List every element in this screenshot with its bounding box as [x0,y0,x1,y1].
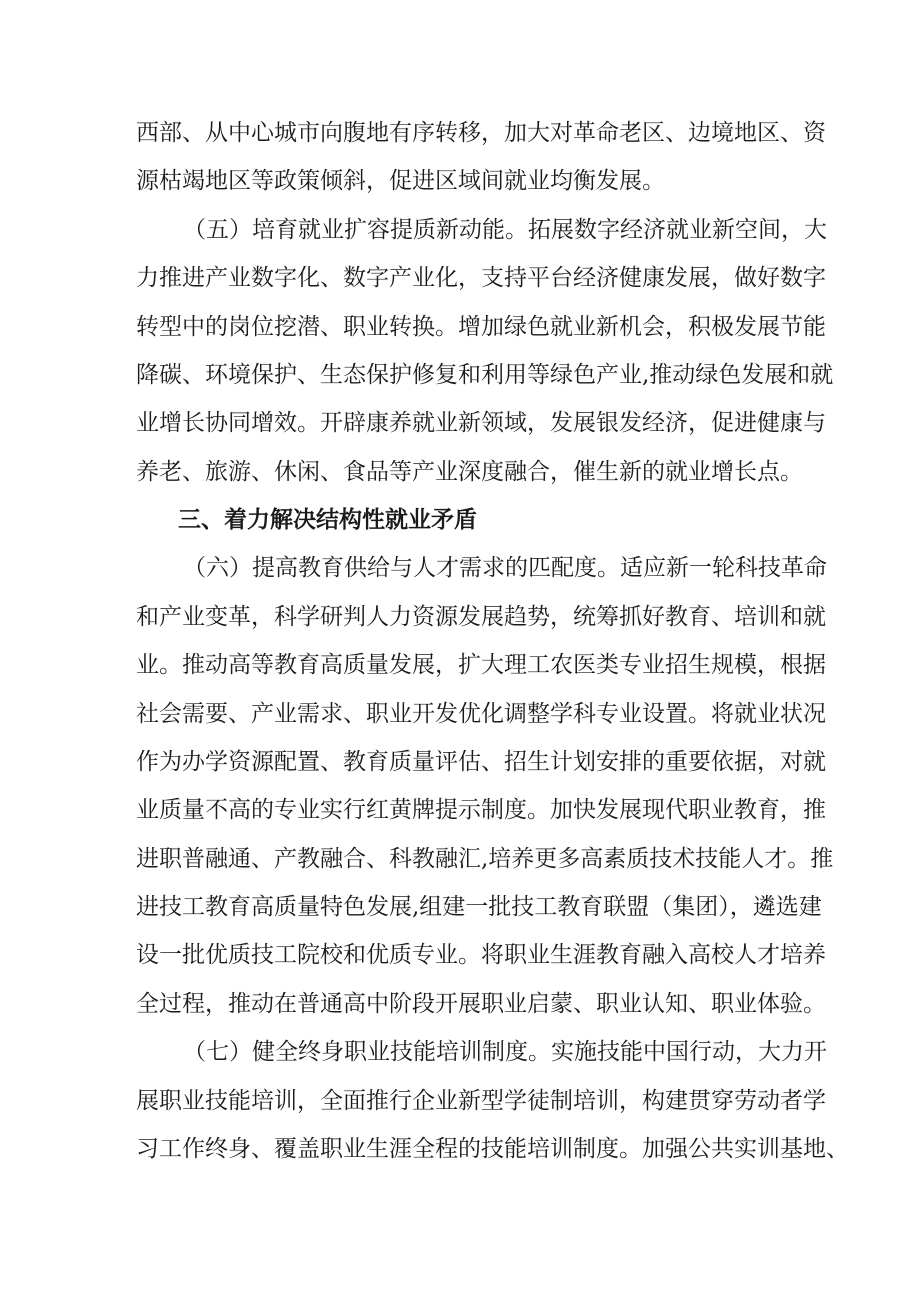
text-line: 作为办学资源配置、教育质量评估、招生计划安排的重要依据，对就 [136,749,826,775]
text-line: 和产业变革，科学研判人力资源发展趋势，统筹抓好教育、培训和就 [136,604,826,630]
text-line: 社会需要、产业需求、职业开发优化调整学科专业设置。将就业状况 [136,701,826,727]
text-line: 转型中的岗位挖潜、职业转换。增加绿色就业新机会，积极发展节能 [136,314,826,340]
text-line: 设一批优质技工院校和优质专业。将职业生涯教育融入高校人才培养 [136,942,826,968]
text-line: 进职普融通、产教融合、科教融汇,培养更多高素质技术技能人才。推 [136,846,834,872]
paragraph-start-line: （六）提高教育供给与人才需求的匹配度。适应新一轮科技革命 [183,555,827,581]
text-line: 习工作终身、覆盖职业生涯全程的技能培训制度。加强公共实训基地、 [136,1136,849,1162]
text-line: 业。推动高等教育高质量发展，扩大理工农医类专业招生规模，根据 [136,652,826,678]
text-line: 业质量不高的专业实行红黄牌提示制度。加快发展现代职业教育，推 [136,797,826,823]
text-line: 展职业技能培训，全面推行企业新型学徒制培训，构建贯穿劳动者学 [136,1088,826,1114]
text-line: 进技工教育高质量特色发展,组建一批技工教育联盟（集团），遴选建 [136,894,822,920]
text-line: 源枯竭地区等政策倾斜，促进区域间就业均衡发展。 [136,168,665,194]
text-line: 降碳、环境保护、生态保护修复和利用等绿色产业,推动绿色发展和就 [136,362,834,388]
paragraph-start-line: （五）培育就业扩容提质新动能。拓展数字经济就业新空间，大 [183,217,827,243]
section-heading: 三、着力解决结构性就业矛盾 [178,507,477,533]
text-line: 业增长协同增效。开辟康养就业新领域，发展银发经济，促进健康与 [136,410,826,436]
text-line: 全过程，推动在普通高中阶段开展职业启蒙、职业认知、职业体验。 [136,991,826,1017]
text-line: 力推进产业数字化、数字产业化，支持平台经济健康发展，做好数字 [136,265,826,291]
text-line: 养老、旅游、休闲、食品等产业深度融合，催生新的就业增长点。 [136,459,803,485]
text-line: 西部、从中心城市向腹地有序转移，加大对革命老区、边境地区、资 [136,120,826,146]
paragraph-start-line: （七）健全终身职业技能培训制度。实施技能中国行动，大力开 [183,1039,827,1065]
